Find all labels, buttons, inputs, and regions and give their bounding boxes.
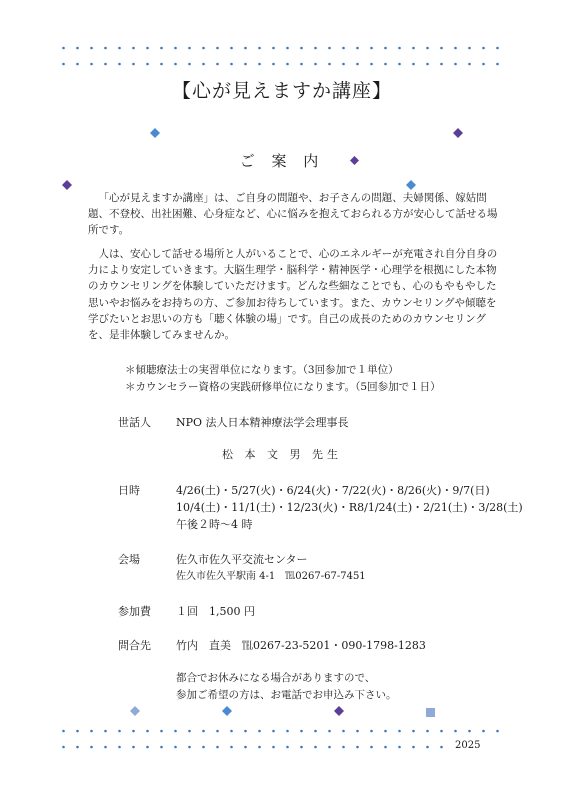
border-dot [426, 746, 429, 749]
border-dot [202, 746, 205, 749]
schedule-dates-2: 10/4(土)・11/1(土)・12/23(火)・R8/1/24(土)・2/21(土)・3/28(土) [176, 501, 523, 514]
border-dot [468, 63, 471, 66]
border-dot [244, 47, 247, 50]
border-dot [426, 47, 429, 50]
border-dot [188, 47, 191, 50]
border-dot [328, 730, 331, 733]
border-dot [132, 47, 135, 50]
border-dot [328, 47, 331, 50]
border-dot [412, 730, 415, 733]
fee-label: 参加費 [118, 605, 151, 618]
border-dot [76, 63, 79, 66]
border-dot [384, 47, 387, 50]
border-dot [216, 47, 219, 50]
border-dot [398, 47, 401, 50]
border-dot [90, 730, 93, 733]
border-dot [146, 746, 149, 749]
border-dot [468, 730, 471, 733]
border-dot [482, 47, 485, 50]
border-dot [104, 63, 107, 66]
organizer-name: 松 本 文 男 先生 [222, 448, 342, 461]
border-dot [454, 63, 457, 66]
border-dot [342, 746, 345, 749]
year-label: 2025 [455, 740, 481, 751]
border-dot [370, 47, 373, 50]
section-heading: ご 案 内 [239, 152, 325, 170]
border-dot [356, 63, 359, 66]
diamond-icon [406, 180, 416, 190]
border-dot [104, 746, 107, 749]
border-dot [370, 746, 373, 749]
border-dot [202, 47, 205, 50]
border-dot [440, 63, 443, 66]
border-dot [118, 746, 121, 749]
border-dot [356, 746, 359, 749]
border-dot [132, 63, 135, 66]
closing-line-1: 都合でお休みになる場合がありますので、 [176, 672, 376, 684]
border-dot [384, 730, 387, 733]
border-dot [384, 746, 387, 749]
border-dot [216, 63, 219, 66]
border-dot [454, 730, 457, 733]
border-dot [76, 730, 79, 733]
border-dot [132, 730, 135, 733]
fee-value: １回 1,500 円 [176, 605, 255, 618]
border-dot [286, 730, 289, 733]
note-item: ＊傾聴療法士の実習単位になります。（3回参加で１単位） [125, 364, 399, 376]
border-dot [230, 47, 233, 50]
border-dot [272, 63, 275, 66]
border-dot [314, 63, 317, 66]
border-dot [440, 47, 443, 50]
border-dot [286, 47, 289, 50]
border-dot [174, 746, 177, 749]
border-dot [468, 47, 471, 50]
border-dot [244, 746, 247, 749]
border-dot [258, 730, 261, 733]
border-dot [118, 63, 121, 66]
organizer-label: 世話人 [118, 416, 151, 429]
border-dot [146, 63, 149, 66]
border-dot [62, 47, 65, 50]
schedule-label: 日時 [118, 484, 140, 497]
diamond-icon [453, 128, 463, 138]
border-dot [174, 730, 177, 733]
border-dot [342, 730, 345, 733]
border-dot [454, 47, 457, 50]
border-dot [188, 746, 191, 749]
border-dot [398, 746, 401, 749]
border-dot [412, 63, 415, 66]
border-dot [272, 47, 275, 50]
notes-list [125, 362, 505, 395]
schedule-time: 午後２時～4 時 [176, 518, 253, 531]
border-dot [482, 730, 485, 733]
contact-value: 竹内 直美 ℡0267-23-5201・090-1798-1283 [176, 639, 426, 652]
venue-name: 佐久市佐久平交流センター [176, 553, 308, 566]
intro-paragraph-1: 「心が見えますか講座」は、ご自身の問題や、お子さんの問題、夫婦関係、嫁姑問題、不登校、出社困難、心身症など、心に悩みを抱えておられる方が安心して話せる場所です。 [88, 192, 498, 237]
border-dot [90, 47, 93, 50]
border-dot [258, 746, 261, 749]
schedule-dates-1: 4/26(土)・5/27(火)・6/24(火)・7/22(火)・8/26(火)・9/7(日) [176, 484, 490, 497]
border-dot [104, 730, 107, 733]
border-dot [244, 63, 247, 66]
contact-label: 問合先 [118, 639, 151, 652]
border-dot [300, 730, 303, 733]
border-dot [160, 47, 163, 50]
border-dot [482, 63, 485, 66]
border-dot [398, 730, 401, 733]
border-dot [342, 63, 345, 66]
border-dot [300, 63, 303, 66]
border-dot [496, 730, 499, 733]
border-dot [300, 746, 303, 749]
border-dot [230, 63, 233, 66]
border-dot [76, 47, 79, 50]
intro-paragraph-2: 人は、安心して話せる場所と人がいることで、心のエネルギーが充電され自分自身の力により安定していきます。大脳生理学・脳科学・精神医学・心理学を根拠にした本物のカウンセリングを体験していただけます。どんな些細なことでも、心のもやもやした思いやお悩みをお持ちの方、ご参加お待ちしています。また、カウンセリングや傾聴を学びたいとお思いの方も「聴く体験の場」です。自己の成長のためのカウンセリングを、是非体験してみませんか。 [88, 248, 498, 342]
border-dot [160, 746, 163, 749]
border-dot [300, 47, 303, 50]
border-dot [76, 746, 79, 749]
diamond-icon [150, 128, 160, 138]
border-dot [62, 746, 65, 749]
border-dot [496, 47, 499, 50]
border-dot [440, 730, 443, 733]
border-dot [216, 730, 219, 733]
border-dot [160, 730, 163, 733]
border-dot [188, 63, 191, 66]
organizer-org: NPO 法人日本精神療法学会理事長 [176, 416, 349, 429]
bottom-dotted-border [62, 729, 502, 733]
square-icon [426, 708, 435, 717]
border-dot [188, 730, 191, 733]
border-dot [258, 47, 261, 50]
border-dot [356, 47, 359, 50]
border-dot [272, 730, 275, 733]
border-dot [286, 63, 289, 66]
border-dot [174, 47, 177, 50]
border-dot [328, 746, 331, 749]
border-dot [328, 63, 331, 66]
border-dot [314, 746, 317, 749]
border-dot [104, 47, 107, 50]
border-dot [426, 730, 429, 733]
border-dot [146, 730, 149, 733]
border-dot [90, 63, 93, 66]
border-dot [314, 730, 317, 733]
border-dot [90, 746, 93, 749]
diamond-icon [334, 706, 344, 716]
border-dot [356, 730, 359, 733]
border-dot [62, 63, 65, 66]
border-dot [62, 730, 65, 733]
border-dot [370, 63, 373, 66]
diamond-icon [222, 706, 232, 716]
border-dot [342, 47, 345, 50]
diamond-icon [62, 180, 72, 190]
venue-label: 会場 [118, 553, 140, 566]
top-dotted-border-2 [62, 62, 502, 66]
border-dot [160, 63, 163, 66]
border-dot [412, 47, 415, 50]
border-dot [230, 730, 233, 733]
border-dot [174, 63, 177, 66]
border-dot [440, 746, 443, 749]
border-dot [426, 63, 429, 66]
top-dotted-border [62, 46, 502, 50]
border-dot [412, 746, 415, 749]
closing-line-2: 参加ご希望の方は、お電話でお申込み下さい。 [176, 689, 397, 701]
bottom-dotted-border-2 [62, 745, 502, 749]
page-title: 【心が見えますか講座】 [171, 80, 392, 102]
border-dot [370, 730, 373, 733]
border-dot [118, 47, 121, 50]
border-dot [202, 63, 205, 66]
border-dot [258, 63, 261, 66]
border-dot [202, 730, 205, 733]
border-dot [132, 746, 135, 749]
border-dot [216, 746, 219, 749]
note-item: ＊カウンセラー資格の実践研修単位になります。（5回参加で１日） [125, 380, 441, 393]
border-dot [496, 63, 499, 66]
border-dot [314, 47, 317, 50]
border-dot [244, 730, 247, 733]
border-dot [272, 746, 275, 749]
border-dot [230, 746, 233, 749]
venue-address: 佐久市佐久平駅南 4-1 ℡0267-67-7451 [176, 571, 366, 582]
diamond-icon [130, 706, 140, 716]
border-dot [146, 47, 149, 50]
border-dot [286, 746, 289, 749]
border-dot [118, 730, 121, 733]
border-dot [384, 63, 387, 66]
border-dot [398, 63, 401, 66]
